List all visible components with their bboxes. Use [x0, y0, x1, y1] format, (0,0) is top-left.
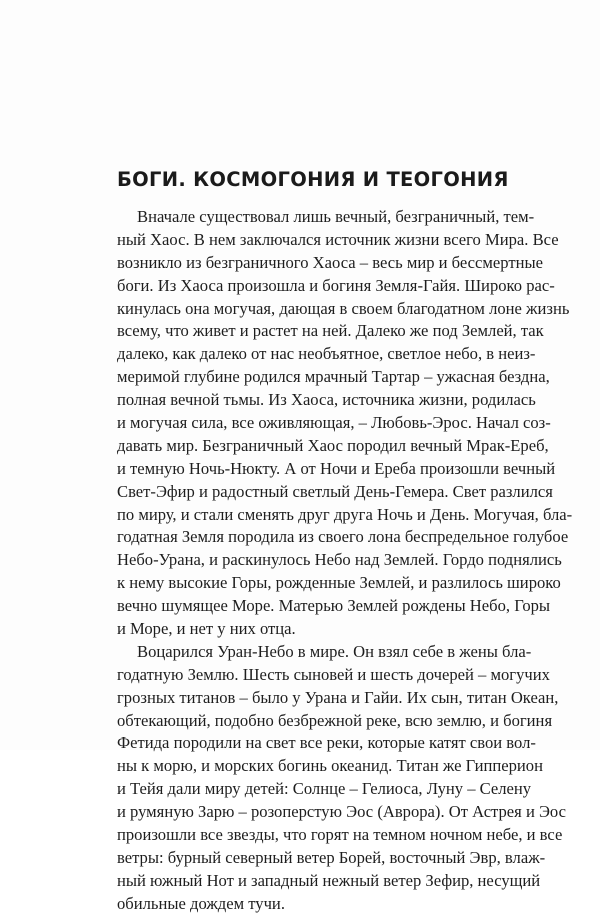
text-line: произошли все звезды, что горят на темном ночном небе, и все: [117, 825, 563, 845]
text-line: далеко, как далеко от нас необъятное, светлое небо, в неиз-: [117, 344, 536, 364]
text-line: Воцарился Уран-Небо в мире. Он взял себе в жены бла-: [137, 641, 532, 661]
chapter-heading: БОГИ. КОСМОГОНИЯ И ТЕОГОНИЯ: [117, 168, 509, 191]
text-line: и Тейя дали миру детей: Солнце – Гелиоса, Луну – Селену: [117, 779, 532, 799]
text-line: грозных титанов – было у Урана и Гайи. Их сын, титан Океан,: [117, 687, 559, 707]
text-line: давать мир. Безграничный Хаос породил вечный Мрак-Ереб,: [117, 435, 549, 455]
text-line: годатную Землю. Шесть сыновей и шесть дочерей – могучих: [117, 664, 550, 684]
text-line: полная вечной тьмы. Из Хаоса, источника жизни, родилась: [117, 390, 536, 410]
paragraph: [117, 641, 567, 916]
text-line: боги. Из Хаоса произошла и богиня Земля-Гайя. Широко рас-: [117, 275, 555, 295]
text-line: ный южный Нот и западный нежный ветер Зефир, несущий: [117, 870, 541, 890]
text-line: ветры: бурный северный ветер Борей, восточный Эвр, влаж-: [117, 847, 546, 867]
text-line: Вначале существовал лишь вечный, безграничный, тем-: [137, 207, 535, 226]
text-line: обильные дождем тучи.: [117, 893, 285, 913]
text-line: Свет-Эфир и радостный светлый День-Гемера. Свет разлился: [117, 481, 553, 501]
paragraph: [117, 206, 573, 641]
text-line: возникло из безграничного Хаоса – весь мир и бессмертные: [117, 252, 544, 272]
text-line: ный Хаос. В нем заключался источник жизни всего Мира. Все: [117, 229, 559, 249]
text-line: Небо-Урана, и раскинулось Небо над Землей. Гордо поднялись: [117, 550, 562, 570]
text-line: кинулась она могучая, дающая в своем благодатном лоне жизнь: [117, 298, 570, 318]
text-line: годатная Земля породила из своего лона беспредельное голубое: [117, 527, 569, 547]
text-line: к нему высокие Горы, рожденные Землей, и разлилось широко: [117, 573, 561, 593]
text-line: и могучая сила, все оживляющая, – Любовь-Эрос. Начал соз-: [117, 413, 551, 433]
text-line: всему, что живет и растет на ней. Далеко же под Землей, так: [117, 321, 544, 341]
text-line: обтекающий, подобно безбрежной реке, всю землю, и богиня: [117, 710, 553, 730]
text-line: вечно шумящее Море. Матерью Землей рождены Небо, Горы: [117, 596, 551, 616]
text-line: и Море, и нет у них отца.: [117, 619, 296, 639]
text-line: Фетида породили на свет все реки, которые катят свои вол-: [117, 733, 536, 753]
text-line: и темную Ночь-Нюкту. А от Ночи и Ереба произошли вечный: [117, 458, 556, 478]
text-line: по миру, и стали сменять друг друга Ночь и День. Могучая, бла-: [117, 504, 573, 524]
text-line: меримой глубине родился мрачный Тартар – ужасная бездна,: [117, 367, 550, 387]
chapter-body: [117, 206, 573, 916]
text-line: ны к морю, и морских богинь океанид. Титан же Гипперион: [117, 756, 543, 776]
text-line: и румяную Зарю – розоперстую Эос (Аврора). От Астрея и Эос: [117, 802, 567, 822]
